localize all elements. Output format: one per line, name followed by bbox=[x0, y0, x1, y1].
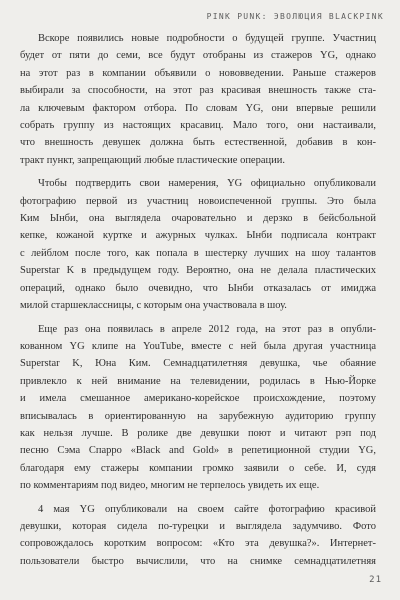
text-line: Еще раз она появилась в апреле 2012 года, на этот раз в опубли- bbox=[38, 323, 376, 335]
text-line: девушки, которая сидела по-турецки и выглядела задумчиво. Фото bbox=[20, 520, 376, 532]
text-line: Вскоре появились новые подробности о будущей группе. Участниц bbox=[38, 33, 376, 44]
page-number: 21 bbox=[369, 575, 382, 585]
text-line: на этот раз в компании объявили о нововведении. Раньше стажеров bbox=[20, 67, 376, 79]
text-line: как нельзя лучше. В ролике две девушки поют и читают рэп под bbox=[20, 427, 376, 439]
text-line: с лейблом после того, как попала в шестерку лучших на шоу талантов bbox=[20, 247, 376, 259]
paragraph-4 bbox=[20, 501, 376, 571]
text-line: выбирали за способности, на этот раз красивая внешность также ста- bbox=[20, 85, 376, 97]
text-line: вписывалась в ориентированную на зарубежную аудиторию группу bbox=[20, 410, 376, 422]
text-line: по комментариям под видео, многим не терпелось увидеть их еще. bbox=[20, 480, 320, 492]
text-line: операций, однако было очевидно, что Ынби отказалась от имиджа bbox=[20, 282, 376, 294]
text-line: Superstar K, Юна Ким. Семнадцатилетняя девушка, чье обаяние bbox=[20, 358, 376, 370]
running-header: PINK PUNK: ЭВОЛЮЦИЯ BLACKPINK bbox=[206, 12, 384, 21]
text-line: кованном YG клипе на YouTube, вместе с ней была другая участница bbox=[20, 340, 376, 352]
paragraph-3 bbox=[20, 321, 376, 495]
text-line: собрать группу из настоящих красавиц. Мало того, они настаивали, bbox=[20, 120, 376, 132]
text-line: благодаря ему стажеры компании громко заявили о себе. И, судя bbox=[20, 462, 376, 474]
text-line: ла ключевым фактором отбора. По словам YG, они впервые решили bbox=[20, 102, 376, 114]
text-line: пользователи быстро вычислили, что на снимке семнадцатилетняя bbox=[20, 555, 376, 567]
text-line: песню Сэма Спарро «Black and Gold» в репетиционной студии YG, bbox=[20, 445, 376, 457]
paragraph-1 bbox=[20, 30, 376, 169]
text-line: 4 мая YG опубликовали на своем сайте фотографию красивой bbox=[38, 503, 376, 515]
text-line: тракт пункт, запрещающий любые пластические операции. bbox=[20, 154, 285, 166]
text-line: Superstar K в предыдущем году. Вероятно, она не делала пластических bbox=[20, 265, 376, 277]
text-line: фотографию первой из участниц новоиспеченной группы. Это была bbox=[20, 195, 376, 207]
text-line: Чтобы подтвердить свои намерения, YG официально опубликовали bbox=[38, 178, 376, 190]
text-line: привлекло к ней внимание на телевидении, родилась в Нью-Йорке bbox=[20, 375, 376, 387]
text-line: и имела смешанное американо-корейское происхождение, поэтому bbox=[20, 393, 376, 405]
text-line: Ким Ынби, она выглядела очаровательно и дерзко в бейсбольной bbox=[20, 213, 376, 225]
paragraph-2 bbox=[20, 175, 376, 314]
text-line: будет от пяти до семи, все будут отобраны из стажеров YG, однако bbox=[20, 50, 376, 62]
text-line: сопровождалось коротким вопросом: «Кто эта девушка?». Интернет- bbox=[20, 538, 376, 550]
text-line: что внешность девушек должна быть естественной, добавив в кон- bbox=[20, 137, 376, 149]
text-line: милой старшеклассницы, с которым она участвовала в шоу. bbox=[20, 300, 287, 312]
body-text bbox=[20, 30, 376, 570]
text-line: кепке, кожаной куртке и ажурных чулках. Ынби подписала контракт bbox=[20, 230, 376, 242]
